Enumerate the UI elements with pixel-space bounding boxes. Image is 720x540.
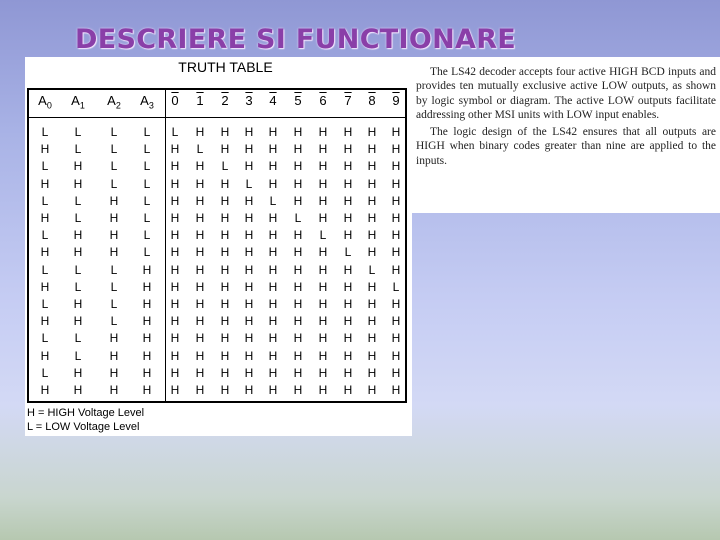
table-cell: H [73, 314, 83, 329]
table-cell: H [318, 245, 328, 260]
table-cell: H [244, 383, 254, 397]
description-paragraph-1: The LS42 decoder accepts four active HIGH BCD inputs and provides ten mutually exclusive active LOW outputs, as shown by logic symbol or diagram. The active LOW outputs facilitate addressing other MSI units with LOW input enables. [416, 66, 716, 121]
table-cell: H [195, 211, 205, 225]
table-cell: L [110, 142, 118, 157]
table-cell: H [244, 348, 254, 363]
description-panel [408, 57, 720, 213]
table-cell: H [391, 228, 401, 243]
table-cell: H [293, 262, 303, 277]
output-header-7: 7 [344, 93, 352, 108]
table-cell: L [143, 193, 151, 208]
table-cell: H [367, 365, 377, 380]
table-cell: H [195, 383, 205, 397]
table-cell: H [109, 193, 119, 208]
table-cell: H [142, 314, 152, 329]
input-header-a2: $A_2$ [107, 93, 121, 111]
table-cell: H [170, 211, 180, 225]
table-cell: L [74, 142, 82, 157]
table-cell: L [143, 142, 151, 157]
table-cell: H [343, 279, 353, 294]
table-cell: H [343, 125, 353, 139]
table-cell: H [343, 365, 353, 380]
table-cell: H [318, 297, 328, 311]
table-cell: H [109, 245, 119, 260]
table-cell: H [343, 193, 353, 208]
table-cell: L [171, 125, 179, 139]
table-cell: H [220, 279, 230, 294]
input-output-divider [165, 90, 166, 401]
table-cell: L [41, 193, 49, 208]
table-cell: H [170, 365, 180, 380]
table-cell: L [143, 228, 151, 243]
table-cell: L [344, 245, 352, 260]
table-cell: H [142, 279, 152, 294]
table-cell: H [318, 314, 328, 329]
input-header-a1: $A_1$ [71, 93, 85, 111]
table-cell: L [294, 211, 302, 225]
description-paragraph-2: The logic design of the LS42 ensures that all outputs are HIGH when binary codes greater than nine are applied to the inputs. [416, 126, 716, 167]
table-cell: L [143, 245, 151, 260]
table-cell: H [195, 314, 205, 329]
table-cell: H [268, 365, 278, 380]
table-cell: H [142, 297, 152, 311]
table-cell: H [318, 159, 328, 174]
table-cell: H [293, 125, 303, 139]
truth-table [27, 88, 407, 403]
table-cell: H [367, 176, 377, 191]
table-cell: L [143, 176, 151, 191]
table-cell: L [74, 125, 82, 139]
table-cell: H [109, 331, 119, 346]
table-cell: H [73, 159, 83, 174]
table-cell: H [220, 314, 230, 329]
table-cell: H [220, 211, 230, 225]
table-cell: H [40, 348, 50, 363]
table-cell: H [391, 348, 401, 363]
table-cell: H [391, 297, 401, 311]
table-cell: H [318, 125, 328, 139]
table-cell: H [367, 193, 377, 208]
table-cell: H [391, 125, 401, 139]
table-cell: H [367, 228, 377, 243]
table-cell: H [318, 348, 328, 363]
table-cell: H [220, 348, 230, 363]
legend-low: L = LOW Voltage Level [27, 421, 140, 433]
table-cell: H [195, 365, 205, 380]
table-cell: H [367, 383, 377, 397]
table-cell: H [343, 176, 353, 191]
table-cell: H [195, 125, 205, 139]
table-cell: H [195, 297, 205, 311]
table-cell: H [244, 228, 254, 243]
table-cell: H [142, 383, 152, 397]
table-cell: H [293, 297, 303, 311]
table-cell: H [40, 176, 50, 191]
table-cell: H [343, 383, 353, 397]
table-cell: L [143, 159, 151, 174]
table-cell: H [40, 142, 50, 157]
table-cell: H [318, 262, 328, 277]
table-cell: H [367, 348, 377, 363]
table-cell: H [343, 314, 353, 329]
table-cell: L [110, 314, 118, 329]
table-cell: H [268, 262, 278, 277]
table-cell: L [110, 297, 118, 311]
table-cell: H [142, 348, 152, 363]
table-cell: H [244, 193, 254, 208]
slide-title: DESCRIERE SI FUNCTIONARE [75, 24, 517, 55]
table-cell: L [221, 159, 229, 174]
table-cell: L [269, 193, 277, 208]
table-cell: H [40, 279, 50, 294]
table-cell: H [268, 297, 278, 311]
table-cell: H [268, 228, 278, 243]
table-cell: L [74, 211, 82, 225]
table-cell: L [368, 262, 376, 277]
table-cell: L [110, 176, 118, 191]
table-cell: H [73, 228, 83, 243]
table-cell: H [293, 245, 303, 260]
table-cell: H [170, 383, 180, 397]
table-cell: L [143, 125, 151, 139]
table-cell: H [195, 193, 205, 208]
output-header-4: 4 [269, 93, 277, 108]
table-cell: H [367, 245, 377, 260]
table-cell: H [318, 365, 328, 380]
table-cell: H [391, 211, 401, 225]
table-cell: H [293, 365, 303, 380]
table-cell: H [318, 211, 328, 225]
table-cell: L [392, 279, 400, 294]
table-cell: H [220, 193, 230, 208]
table-cell: H [293, 331, 303, 346]
table-cell: H [268, 125, 278, 139]
table-cell: H [109, 383, 119, 397]
table-cell: H [109, 348, 119, 363]
table-cell: H [343, 142, 353, 157]
legend-high: H = HIGH Voltage Level [27, 407, 145, 419]
table-cell: H [220, 331, 230, 346]
input-header-a3: $A_3$ [140, 93, 154, 111]
table-cell: L [245, 176, 253, 191]
table-cell: H [40, 314, 50, 329]
table-cell: H [220, 383, 230, 397]
table-cell: L [110, 125, 118, 139]
table-cell: L [41, 159, 49, 174]
table-cell: H [268, 331, 278, 346]
table-cell: H [268, 348, 278, 363]
output-header-5: 5 [294, 93, 302, 108]
table-cell: H [391, 159, 401, 174]
output-header-6: 6 [319, 93, 327, 108]
table-cell: L [196, 142, 204, 157]
header-divider [29, 117, 405, 118]
table-cell: H [318, 176, 328, 191]
table-cell: H [170, 262, 180, 277]
table-cell: L [110, 279, 118, 294]
table-cell: H [109, 211, 119, 225]
table-cell: H [318, 331, 328, 346]
table-cell: H [293, 142, 303, 157]
table-cell: H [391, 193, 401, 208]
table-cell: H [391, 365, 401, 380]
table-cell: H [195, 348, 205, 363]
table-cell: H [244, 211, 254, 225]
table-cell: L [74, 331, 82, 346]
table-cell: L [143, 211, 151, 225]
table-cell: H [343, 348, 353, 363]
table-cell: H [73, 297, 83, 311]
table-cell: H [220, 142, 230, 157]
table-cell: H [220, 125, 230, 139]
table-cell: H [293, 314, 303, 329]
table-cell: H [195, 245, 205, 260]
input-header-a0: $A_0$ [38, 93, 52, 111]
table-cell: L [74, 279, 82, 294]
output-header-8: 8 [368, 93, 376, 108]
table-cell: H [142, 331, 152, 346]
table-cell: H [293, 228, 303, 243]
output-header-2: 2 [221, 93, 229, 108]
table-cell: H [40, 245, 50, 260]
table-cell: H [142, 365, 152, 380]
table-cell: L [41, 125, 49, 139]
table-cell: H [391, 383, 401, 397]
table-cell: H [391, 176, 401, 191]
table-cell: H [195, 262, 205, 277]
table-cell: H [244, 331, 254, 346]
table-cell: H [391, 245, 401, 260]
table-cell: H [40, 211, 50, 225]
table-cell: H [367, 314, 377, 329]
table-cell: H [244, 125, 254, 139]
table-cell: H [244, 297, 254, 311]
table-cell: H [268, 176, 278, 191]
table-cell: H [367, 211, 377, 225]
table-cell: H [244, 279, 254, 294]
table-cell: H [391, 331, 401, 346]
output-header-1: 1 [196, 93, 204, 108]
table-cell: H [170, 193, 180, 208]
output-header-0: 0 [171, 93, 179, 108]
table-cell: H [343, 331, 353, 346]
table-cell: H [73, 365, 83, 380]
table-cell: H [244, 365, 254, 380]
table-cell: H [391, 314, 401, 329]
table-cell: H [170, 348, 180, 363]
table-cell: H [244, 159, 254, 174]
table-cell: H [367, 159, 377, 174]
table-cell: L [74, 193, 82, 208]
table-cell: H [170, 314, 180, 329]
table-cell: H [220, 365, 230, 380]
table-cell: H [195, 228, 205, 243]
table-cell: H [244, 314, 254, 329]
truth-table-title: TRUTH TABLE [178, 59, 273, 75]
table-cell: H [109, 228, 119, 243]
table-cell: H [220, 176, 230, 191]
table-cell: H [268, 245, 278, 260]
table-cell: H [244, 262, 254, 277]
table-cell: H [170, 176, 180, 191]
table-cell: H [195, 279, 205, 294]
table-cell: H [195, 331, 205, 346]
table-cell: H [73, 383, 83, 397]
table-cell: H [195, 176, 205, 191]
table-cell: L [110, 262, 118, 277]
table-cell: H [343, 211, 353, 225]
table-cell: H [367, 331, 377, 346]
table-cell: L [319, 228, 327, 243]
table-cell: L [74, 262, 82, 277]
table-cell: H [195, 159, 205, 174]
table-cell: H [73, 176, 83, 191]
table-cell: H [268, 314, 278, 329]
table-cell: H [318, 193, 328, 208]
truth-table-panel [25, 57, 412, 436]
table-cell: H [367, 297, 377, 311]
table-cell: H [318, 279, 328, 294]
table-cell: L [41, 297, 49, 311]
table-cell: H [244, 245, 254, 260]
table-cell: H [293, 176, 303, 191]
table-cell: H [293, 383, 303, 397]
table-cell: H [318, 142, 328, 157]
table-cell: H [170, 142, 180, 157]
table-cell: H [220, 262, 230, 277]
table-cell: H [293, 279, 303, 294]
table-cell: H [268, 159, 278, 174]
table-cell: L [41, 365, 49, 380]
output-header-3: 3 [245, 93, 253, 108]
table-cell: H [391, 262, 401, 277]
table-cell: H [343, 297, 353, 311]
table-cell: H [170, 245, 180, 260]
table-cell: H [268, 142, 278, 157]
table-cell: H [73, 245, 83, 260]
table-cell: H [293, 193, 303, 208]
table-cell: H [391, 142, 401, 157]
table-cell: L [110, 159, 118, 174]
table-cell: H [367, 125, 377, 139]
table-cell: L [41, 331, 49, 346]
table-cell: L [41, 228, 49, 243]
table-cell: L [41, 262, 49, 277]
output-header-9: 9 [392, 93, 400, 108]
table-cell: H [343, 159, 353, 174]
table-cell: H [343, 228, 353, 243]
table-cell: H [318, 383, 328, 397]
table-cell: H [220, 228, 230, 243]
table-cell: H [244, 142, 254, 157]
table-cell: H [220, 245, 230, 260]
table-cell: H [268, 279, 278, 294]
table-cell: H [170, 297, 180, 311]
table-cell: H [268, 211, 278, 225]
table-cell: H [40, 383, 50, 397]
table-cell: H [170, 279, 180, 294]
table-cell: H [220, 297, 230, 311]
table-cell: H [293, 159, 303, 174]
table-cell: H [367, 279, 377, 294]
table-cell: H [367, 142, 377, 157]
table-cell: H [142, 262, 152, 277]
table-cell: H [268, 383, 278, 397]
table-cell: H [293, 348, 303, 363]
table-cell: H [109, 365, 119, 380]
table-cell: H [343, 262, 353, 277]
table-cell: H [170, 331, 180, 346]
table-cell: H [170, 228, 180, 243]
table-cell: H [170, 159, 180, 174]
table-cell: L [74, 348, 82, 363]
